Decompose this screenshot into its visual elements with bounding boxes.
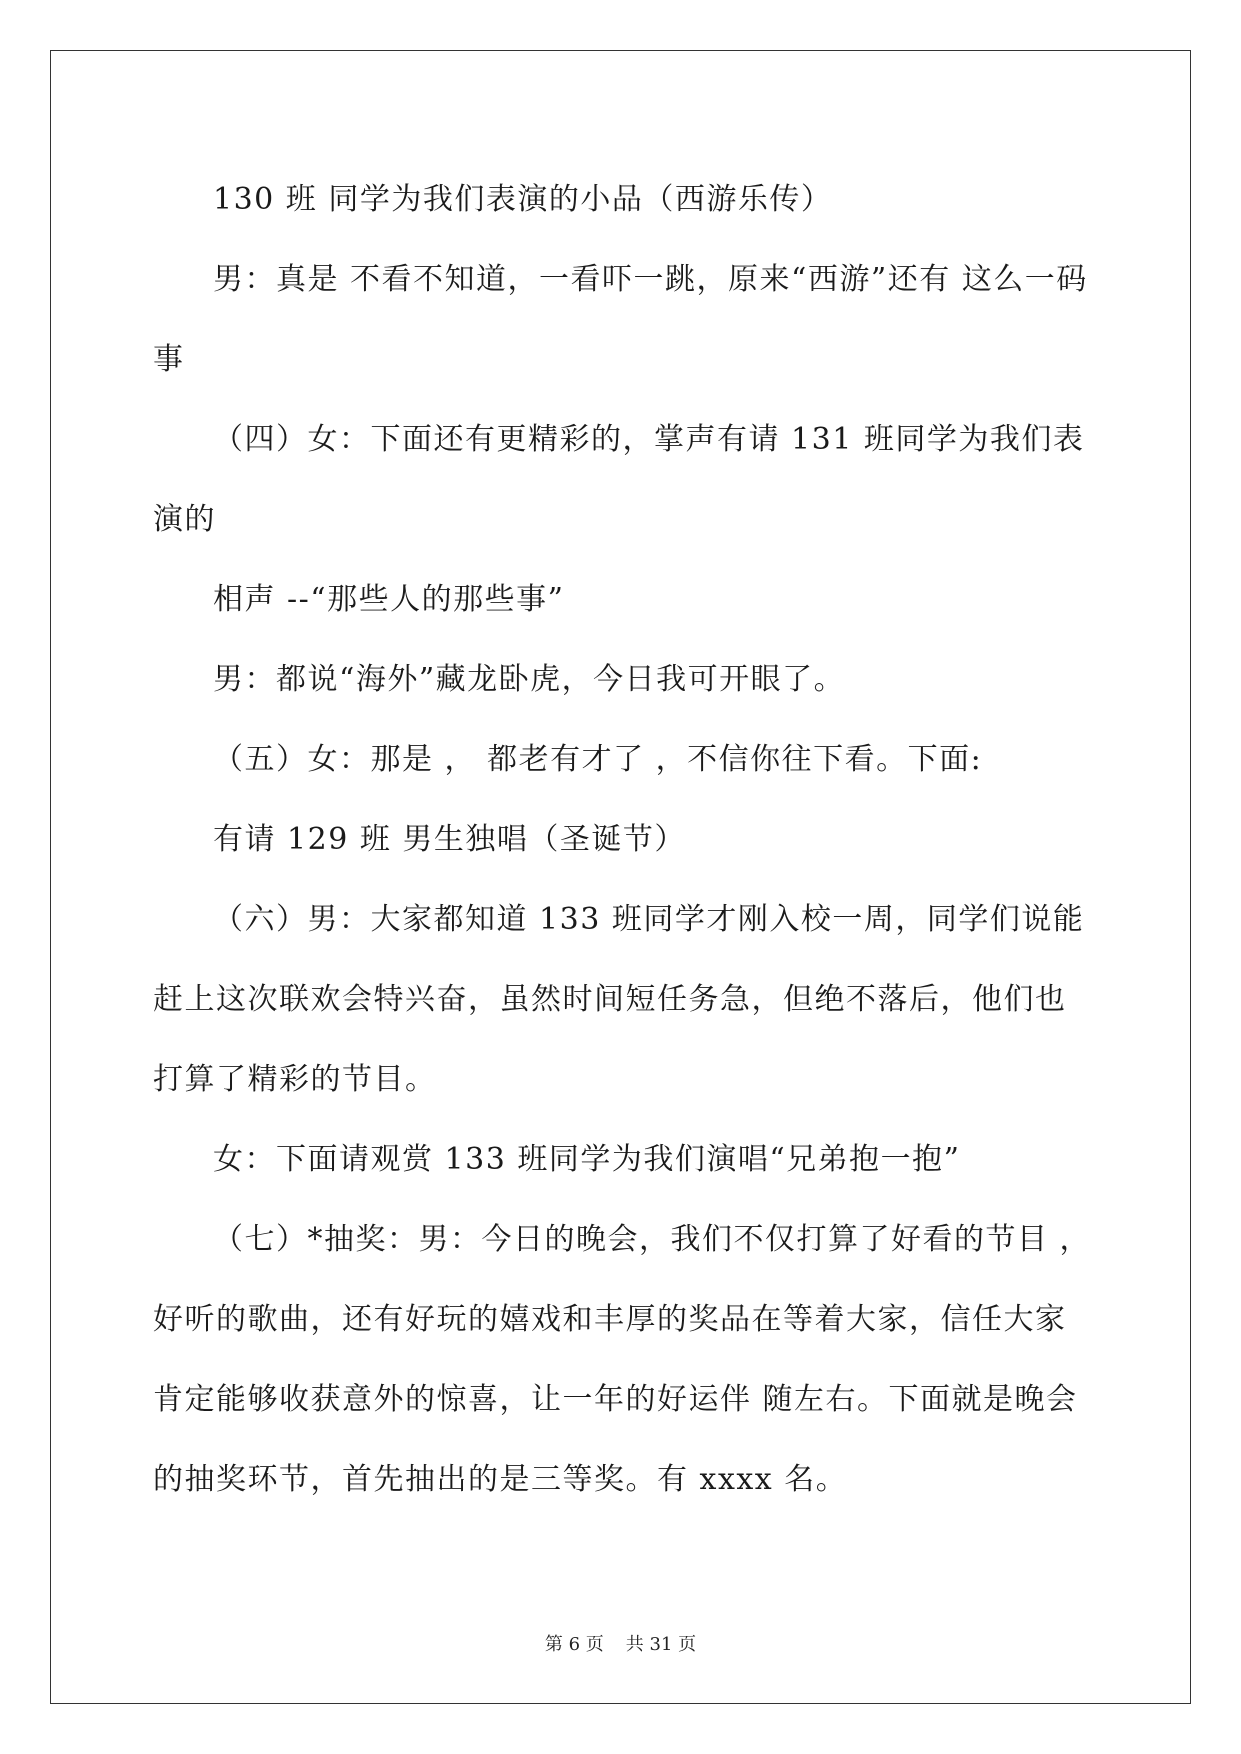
paragraph: 130 班 同学为我们表演的小品（西游乐传） <box>213 182 833 217</box>
paragraph: （六）男：大家都知道 133 班同学才刚入校一周，同学们说能赶上这次联欢会特兴奋，虽然时间短任务急，但绝不落后，他们也打算了精彩的节目。 <box>153 902 1085 1097</box>
paragraph: 有请 129 班 男生独唱（圣诞节） <box>213 822 686 857</box>
paragraph: 男：都说“海外”藏龙卧虎，今日我可开眼了。 <box>213 662 846 697</box>
paragraph: （七）*抽奖：男：今日的晚会，我们不仅打算了好看的节目 ，好听的歌曲，还有好玩的嬉戏和丰厚的奖品在等着大家，信任大家肯定能够收获意外的惊喜，让一年的好运伴 随左右。下面就是晚会的抽奖环节，首先抽出的是三等奖。有 xxxx 名。 <box>153 1222 1092 1497</box>
paragraph: 女：下面请观赏 133 班同学为我们演唱“兄弟抱一抱” <box>213 1142 961 1177</box>
page-total: 共 31 页 <box>625 1634 697 1655</box>
paragraph: （四）女：下面还有更精彩的，掌声有请 131 班同学为我们表演的 <box>153 422 1085 537</box>
paragraph: 相声 --“那些人的那些事” <box>213 582 565 617</box>
paragraph: 男：真是 不看不知道，一看吓一跳，原来“西游”还有 这么一码事 <box>153 262 1088 377</box>
paragraph: （五）女：那是 ， 都老有才了 ，不信你往下看。下面: <box>213 742 983 777</box>
page-number: 第 6 页 <box>544 1634 604 1655</box>
page-footer <box>0 1630 1241 1656</box>
document-body <box>153 160 1093 1520</box>
